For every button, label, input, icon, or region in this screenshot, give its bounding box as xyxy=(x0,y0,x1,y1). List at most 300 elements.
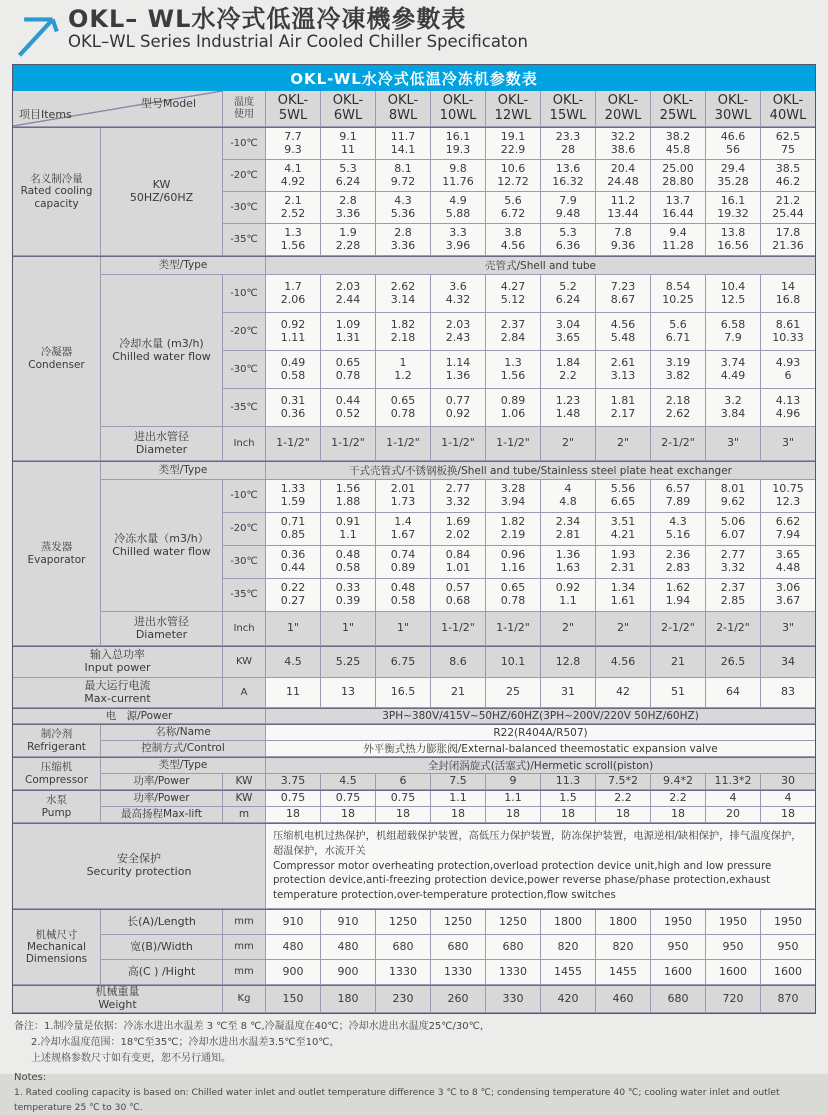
document-titles xyxy=(68,6,528,53)
value-cell: 3.74 4.49 xyxy=(706,351,761,389)
value-cell: 0.57 0.68 xyxy=(431,579,486,612)
value-cell: 10.1 xyxy=(486,647,541,678)
value-cell: 23.3 28 xyxy=(541,128,596,160)
value-cell: 11 xyxy=(266,678,321,708)
section-label: 蒸发器 Evaporator xyxy=(13,462,101,646)
value-cell: 1.62 1.94 xyxy=(651,579,706,612)
value-cell: 2.8 3.36 xyxy=(376,224,431,256)
value-cell: 1-1/2" xyxy=(431,427,486,461)
value-cell: 3.75 xyxy=(266,774,321,790)
data-row xyxy=(223,579,815,612)
table-title: OKL-WL水冷式低温冷冻机参数表 xyxy=(13,65,815,91)
section-label: 安全保护 Security protection xyxy=(13,824,266,909)
value-cell: 21 xyxy=(431,678,486,708)
value-cell: 8.6 xyxy=(431,647,486,678)
row-pump-max-lift xyxy=(101,807,815,823)
section-label: 机械尺寸 Mechanical Dimensions xyxy=(13,910,101,985)
power-value: 3PH~380V/415V~50HZ/60HZ(3PH~200V/220V 50HZ/60HZ) xyxy=(266,709,815,724)
value-cell: 18 xyxy=(266,807,321,823)
value-cell: 2" xyxy=(596,427,651,461)
value-cell: 16.1 19.3 xyxy=(431,128,486,160)
value-cell: 1455 xyxy=(541,960,596,985)
value-cell: 950 xyxy=(651,935,706,960)
value-cell: 910 xyxy=(321,910,376,935)
value-cell: 25.00 28.80 xyxy=(651,160,706,192)
value-cell: 8.1 9.72 xyxy=(376,160,431,192)
value-cell: 1.9 2.28 xyxy=(321,224,376,256)
value-cell: 8.61 10.33 xyxy=(761,313,815,351)
value-cell: 2-1/2" xyxy=(651,427,706,461)
value-cell: 0.74 0.89 xyxy=(376,546,431,579)
row-label: 功率/Power xyxy=(101,791,223,807)
model-header-cell: OKL- 6WL xyxy=(321,91,376,127)
value-cell: 13.7 16.44 xyxy=(651,192,706,224)
value-cell: 1.36 1.63 xyxy=(541,546,596,579)
dimension-rows xyxy=(101,910,815,985)
value-cell: 230 xyxy=(376,986,431,1013)
value-cell: 9.4 11.28 xyxy=(651,224,706,256)
value-cell: 18 xyxy=(651,807,706,823)
model-header-cell: OKL- 12WL xyxy=(486,91,541,127)
value-cell: 18 xyxy=(486,807,541,823)
row-refrigerant-control xyxy=(101,741,815,757)
notes xyxy=(14,1019,814,1115)
evaporator-type-row xyxy=(101,462,815,480)
value-cell: 3.06 3.67 xyxy=(761,579,815,612)
value-cell: 18 xyxy=(761,807,815,823)
value-cell: 4.56 5.48 xyxy=(596,313,651,351)
row-label: 高(C ) /Hight xyxy=(101,960,223,985)
value-cell: 4.5 xyxy=(321,774,376,790)
value-cell: 11.2 13.44 xyxy=(596,192,651,224)
temp-label: -20℃ xyxy=(223,313,266,351)
value-cell: 4 xyxy=(761,791,815,807)
value-cell: 0.36 0.44 xyxy=(266,546,321,579)
value-cell: 0.48 0.58 xyxy=(321,546,376,579)
value-cell: 4.9 5.88 xyxy=(431,192,486,224)
row-label: 长(A)/Length xyxy=(101,910,223,935)
value-cell: 1.23 1.48 xyxy=(541,389,596,427)
value-cell: 0.49 0.58 xyxy=(266,351,321,389)
arrow-logo-icon xyxy=(14,10,60,62)
value-cell: 950 xyxy=(761,935,815,960)
value-cell: 16.1 19.32 xyxy=(706,192,761,224)
value-cell: 4 xyxy=(706,791,761,807)
section-security-protection xyxy=(13,823,815,909)
section-compressor xyxy=(13,757,815,790)
row-compressor-type xyxy=(101,758,815,774)
value-cell: 6.62 7.94 xyxy=(761,513,815,546)
value-cell: 4.3 5.36 xyxy=(376,192,431,224)
value-cell: 2-1/2" xyxy=(651,612,706,646)
type-value: 干式壳管式/不锈钢板换/Shell and tube/Stainless steel plate heat exchanger xyxy=(266,462,815,480)
value-cell: 9.4*2 xyxy=(651,774,706,790)
value-cell: 13 xyxy=(321,678,376,708)
row-input-power xyxy=(13,646,815,678)
temp-label: -20℃ xyxy=(223,513,266,546)
value-cell: 1950 xyxy=(706,910,761,935)
evaporator-rows xyxy=(223,480,815,612)
value-cell: 0.31 0.36 xyxy=(266,389,321,427)
row-label: 最高扬程Max-lift xyxy=(101,807,223,823)
value-cell: 30 xyxy=(761,774,815,790)
row-label: 机械重量 Weight xyxy=(13,986,223,1013)
section-label: 压缩机 Compressor xyxy=(13,758,101,790)
value-cell: 3.28 3.94 xyxy=(486,480,541,513)
value-cell: 150 xyxy=(266,986,321,1013)
value-cell: 2.1 2.52 xyxy=(266,192,321,224)
value-cell: 0.77 0.92 xyxy=(431,389,486,427)
temp-label: -20℃ xyxy=(223,160,266,192)
note-line: 备注：1.制冷量是依据：冷冻水进出水温差 3 ℃至 8 ℃,冷凝温度在40℃；冷却水进出水温度25℃/30℃， xyxy=(14,1021,490,1032)
row-label: 功率/Power xyxy=(101,774,223,790)
page-title-en: OKL–WL Series Industrial Air Cooled Chiller Specificaton xyxy=(68,32,528,52)
value-cell: 7.23 8.67 xyxy=(596,275,651,313)
value-cell: 32.2 38.6 xyxy=(596,128,651,160)
unit-label: KW 50HZ/60HZ xyxy=(101,128,223,256)
row-max-current xyxy=(13,678,815,708)
value-cell: 6.75 xyxy=(376,647,431,678)
value-cell: 1600 xyxy=(651,960,706,985)
value-cell: 2.03 2.43 xyxy=(431,313,486,351)
row-pump-power xyxy=(101,791,815,807)
value-cell: 0.44 0.52 xyxy=(321,389,376,427)
value-cell: 9.1 11 xyxy=(321,128,376,160)
note-line: 上述规格参数尺寸如有变更，恕不另行通知。 xyxy=(31,1053,231,1064)
value-cell: 12.8 xyxy=(541,647,596,678)
row-compressor-power xyxy=(101,774,815,790)
value-cell: 180 xyxy=(321,986,376,1013)
value-cell: 1600 xyxy=(761,960,815,985)
value-cell: 46.6 56 xyxy=(706,128,761,160)
value-cell: 20.4 24.48 xyxy=(596,160,651,192)
value-cell: 26.5 xyxy=(706,647,761,678)
data-row xyxy=(223,513,815,546)
type-value: 壳管式/Shell and tube xyxy=(266,257,815,275)
data-row xyxy=(223,546,815,579)
section-label: 制冷剂 Refrigerant xyxy=(13,725,101,757)
value-cell: 7.9 9.48 xyxy=(541,192,596,224)
condenser-diameter-row xyxy=(101,427,815,461)
value-cell: 910 xyxy=(266,910,321,935)
value-cell: 10.6 12.72 xyxy=(486,160,541,192)
unit-label: mm xyxy=(223,935,266,960)
value-cell: 2.03 2.44 xyxy=(321,275,376,313)
value-cell: 38.5 46.2 xyxy=(761,160,815,192)
value-cell: 1.4 1.67 xyxy=(376,513,431,546)
value-cell: 1.69 2.02 xyxy=(431,513,486,546)
value-cell: 3.6 4.32 xyxy=(431,275,486,313)
row-label: 类型/Type xyxy=(101,758,266,774)
unit-label: A xyxy=(223,678,266,708)
value-cell: 13.8 16.56 xyxy=(706,224,761,256)
value-cell: 0.65 0.78 xyxy=(486,579,541,612)
value-cell: 3.8 4.56 xyxy=(486,224,541,256)
unit-label: KW xyxy=(223,791,266,807)
value-cell: 1.7 2.06 xyxy=(266,275,321,313)
condenser-rows xyxy=(223,275,815,427)
value-cell: 18 xyxy=(376,807,431,823)
row-label: 名称/Name xyxy=(101,725,266,741)
value-cell: 1.93 2.31 xyxy=(596,546,651,579)
value-cell: 420 xyxy=(541,986,596,1013)
value-cell: 3" xyxy=(761,612,815,646)
row-power-supply xyxy=(13,708,815,724)
value-cell: 5.6 6.72 xyxy=(486,192,541,224)
value-cell: 1.82 2.18 xyxy=(376,313,431,351)
data-row xyxy=(223,192,815,224)
value-cell: 25 xyxy=(486,678,541,708)
value-cell: 2.2 xyxy=(651,791,706,807)
value-cell: 1-1/2" xyxy=(486,427,541,461)
section-refrigerant xyxy=(13,724,815,757)
section-label: 名义制冷量 Rated cooling capacity xyxy=(13,128,101,256)
value-cell: 18 xyxy=(321,807,376,823)
temp-label: -30℃ xyxy=(223,192,266,224)
value-cell: 1.34 1.61 xyxy=(596,579,651,612)
value-cell: 7.5*2 xyxy=(596,774,651,790)
value-cell: 0.84 1.01 xyxy=(431,546,486,579)
value-cell: 680 xyxy=(651,986,706,1013)
value-cell: 31 xyxy=(541,678,596,708)
value-cell: 1" xyxy=(376,612,431,646)
value-cell: 900 xyxy=(321,960,376,985)
model-header-cell: OKL- 25WL xyxy=(651,91,706,127)
value-cell: 4.1 4.92 xyxy=(266,160,321,192)
value-cell: 4.27 5.12 xyxy=(486,275,541,313)
value-cell: 680 xyxy=(376,935,431,960)
section-evaporator xyxy=(13,461,815,646)
note-line: 2.冷却水温度范围：18℃至35℃；冷却水进出水温差3.5℃至10℃， xyxy=(31,1037,340,1048)
value-cell: 3.51 4.21 xyxy=(596,513,651,546)
value-cell: 3.3 3.96 xyxy=(431,224,486,256)
value-cell: 18 xyxy=(541,807,596,823)
value-cell: 1330 xyxy=(376,960,431,985)
value-cell: 4.13 4.96 xyxy=(761,389,815,427)
value-cell: 2.37 2.84 xyxy=(486,313,541,351)
value-cell: 680 xyxy=(431,935,486,960)
value-cell: 0.75 xyxy=(266,791,321,807)
data-row xyxy=(223,224,815,256)
temp-label: -35℃ xyxy=(223,389,266,427)
value-cell: 51 xyxy=(651,678,706,708)
note-line: 1. Rated cooling capacity is based on: Chilled water inlet and outlet temperature difference 3 ℃ to 8 ℃; condensing temperature 40 ℃; cooling water inlet and outlet temperature 25 ℃ to 30 ℃. xyxy=(14,1087,780,1113)
cooling-rows xyxy=(223,128,815,256)
value-cell: 5.2 6.24 xyxy=(541,275,596,313)
value-cell: 4.3 5.16 xyxy=(651,513,706,546)
value-cell: 3.04 3.65 xyxy=(541,313,596,351)
value-cell: 3" xyxy=(761,427,815,461)
value-cell: 11.7 14.1 xyxy=(376,128,431,160)
data-row xyxy=(223,480,815,513)
value-cell: 38.2 45.8 xyxy=(651,128,706,160)
model-header-cell: OKL- 10WL xyxy=(431,91,486,127)
value-cell: 1250 xyxy=(431,910,486,935)
value-cell: 29.4 35.28 xyxy=(706,160,761,192)
model-header-cell: OKL- 40WL xyxy=(761,91,815,127)
value-cell: 870 xyxy=(761,986,815,1013)
refrigerant-control-value: 外平衡式热力膨胀阀/External-balanced theemostatic expansion valve xyxy=(266,741,815,757)
data-row xyxy=(223,351,815,389)
value-cell: 460 xyxy=(596,986,651,1013)
value-cell: 6 xyxy=(376,774,431,790)
value-cell: 2" xyxy=(541,612,596,646)
value-cell: 2" xyxy=(541,427,596,461)
type-label: 类型/Type xyxy=(101,257,266,275)
note-line: Notes: xyxy=(14,1072,47,1083)
value-cell: 1.1 xyxy=(431,791,486,807)
document-header xyxy=(0,0,828,64)
value-cell: 4.5 xyxy=(266,647,321,678)
value-cell: 17.8 21.36 xyxy=(761,224,815,256)
value-cell: 5.3 6.24 xyxy=(321,160,376,192)
unit-label: mm xyxy=(223,910,266,935)
value-cell: 6.57 7.89 xyxy=(651,480,706,513)
value-cell: 3.19 3.82 xyxy=(651,351,706,389)
temp-label: -30℃ xyxy=(223,546,266,579)
value-cell: 1.5 xyxy=(541,791,596,807)
value-cell: 21 xyxy=(651,647,706,678)
value-cell: 9 xyxy=(486,774,541,790)
value-cell: 10.75 12.3 xyxy=(761,480,815,513)
value-cell: 1.33 1.59 xyxy=(266,480,321,513)
unit-label: mm xyxy=(223,960,266,985)
section-cooling-capacity xyxy=(13,127,815,256)
temp-column-header: 温度 使用 xyxy=(223,91,266,127)
value-cell: 0.96 1.16 xyxy=(486,546,541,579)
value-cell: 1.84 2.2 xyxy=(541,351,596,389)
value-cell: 20 xyxy=(706,807,761,823)
value-cell: 0.75 xyxy=(321,791,376,807)
value-cell: 2-1/2" xyxy=(706,612,761,646)
value-cell: 5.06 6.07 xyxy=(706,513,761,546)
value-cell: 2.2 xyxy=(596,791,651,807)
value-cell: 4.93 6 xyxy=(761,351,815,389)
data-row xyxy=(223,313,815,351)
value-cell: 2.34 2.81 xyxy=(541,513,596,546)
section-label: 水泵 Pump xyxy=(13,791,101,823)
value-cell: 1800 xyxy=(541,910,596,935)
value-cell: 0.48 0.58 xyxy=(376,579,431,612)
compressor-type-value: 全封闭涡旋式(活塞式)/Hermetic scroll(piston) xyxy=(266,758,815,774)
value-cell: 2.36 2.83 xyxy=(651,546,706,579)
value-cell: 2.01 1.73 xyxy=(376,480,431,513)
corner-items-label: 项目Items xyxy=(19,108,72,121)
unit-label: m xyxy=(223,807,266,823)
value-cell: 1-1/2" xyxy=(321,427,376,461)
value-cell: 2.61 3.13 xyxy=(596,351,651,389)
value-cell: 8.54 10.25 xyxy=(651,275,706,313)
value-cell: 330 xyxy=(486,986,541,1013)
value-cell: 0.22 0.27 xyxy=(266,579,321,612)
value-cell: 9.8 11.76 xyxy=(431,160,486,192)
section-pump xyxy=(13,790,815,823)
unit-label: KW xyxy=(223,774,266,790)
value-cell: 1.82 2.19 xyxy=(486,513,541,546)
section-mechanical-dimensions xyxy=(13,909,815,985)
value-cell: 5.3 6.36 xyxy=(541,224,596,256)
value-cell: 8.01 9.62 xyxy=(706,480,761,513)
value-cell: 950 xyxy=(706,935,761,960)
data-row xyxy=(223,275,815,313)
type-label: 类型/Type xyxy=(101,462,266,480)
value-cell: 18 xyxy=(596,807,651,823)
model-header-cell: OKL- 5WL xyxy=(266,91,321,127)
refrigerant-name-value: R22(R404A/R507) xyxy=(266,725,815,741)
flow-label: 冷冻水量（m3/h） Chilled water flow xyxy=(101,480,223,612)
value-cell: 0.92 1.1 xyxy=(541,579,596,612)
value-cell: 1950 xyxy=(651,910,706,935)
diameter-label: 进出水管径 Diameter xyxy=(101,427,223,461)
row-label: 输入总功率 Input power xyxy=(13,647,223,678)
value-cell: 5.25 xyxy=(321,647,376,678)
condenser-type-row xyxy=(101,257,815,275)
value-cell: 680 xyxy=(486,935,541,960)
model-header-cell: OKL- 20WL xyxy=(596,91,651,127)
data-row xyxy=(101,960,815,985)
value-cell: 0.91 1.1 xyxy=(321,513,376,546)
value-cell: 3" xyxy=(706,427,761,461)
data-row xyxy=(223,389,815,427)
value-cell: 5.6 6.71 xyxy=(651,313,706,351)
temp-label: -35℃ xyxy=(223,224,266,256)
value-cell: 0.92 1.11 xyxy=(266,313,321,351)
value-cell: 19.1 22.9 xyxy=(486,128,541,160)
value-cell: 5.56 6.65 xyxy=(596,480,651,513)
page-title-zh: OKL– WL水冷式低溫冷凍機參數表 xyxy=(68,5,467,33)
value-cell: 2" xyxy=(596,612,651,646)
value-cell: 14 16.8 xyxy=(761,275,815,313)
value-cell: 2.77 3.32 xyxy=(706,546,761,579)
model-header-cell: OKL- 30WL xyxy=(706,91,761,127)
value-cell: 0.65 0.78 xyxy=(321,351,376,389)
row-weight xyxy=(13,985,815,1013)
value-cell: 4 4.8 xyxy=(541,480,596,513)
unit-label: Inch xyxy=(223,612,266,646)
value-cell: 1-1/2" xyxy=(266,427,321,461)
value-cell: 2.62 3.14 xyxy=(376,275,431,313)
section-condenser xyxy=(13,256,815,461)
value-cell: 1.56 1.88 xyxy=(321,480,376,513)
value-cell: 42 xyxy=(596,678,651,708)
value-cell: 11.3 xyxy=(541,774,596,790)
unit-label: Kg xyxy=(223,986,266,1013)
value-cell: 1.09 1.31 xyxy=(321,313,376,351)
temp-label: -10℃ xyxy=(223,128,266,160)
row-label: 控制方式/Control xyxy=(101,741,266,757)
unit-label: KW xyxy=(223,647,266,678)
value-cell: 64 xyxy=(706,678,761,708)
section-label: 冷凝器 Condenser xyxy=(13,257,101,461)
value-cell: 0.89 1.06 xyxy=(486,389,541,427)
value-cell: 1330 xyxy=(431,960,486,985)
value-cell: 2.77 3.32 xyxy=(431,480,486,513)
row-label: 最大运行电流 Max-current xyxy=(13,678,223,708)
value-cell: 83 xyxy=(761,678,815,708)
corner-cell xyxy=(13,91,223,127)
model-header-cell: OKL- 15WL xyxy=(541,91,596,127)
value-cell: 480 xyxy=(321,935,376,960)
value-cell: 0.65 0.78 xyxy=(376,389,431,427)
evaporator-diameter-row xyxy=(101,612,815,646)
row-label: 宽(B)/Width xyxy=(101,935,223,960)
value-cell: 34 xyxy=(761,647,815,678)
unit-label: Inch xyxy=(223,427,266,461)
value-cell: 900 xyxy=(266,960,321,985)
spec-table xyxy=(12,64,816,1014)
model-header-cell: OKL- 8WL xyxy=(376,91,431,127)
temp-label: -30℃ xyxy=(223,351,266,389)
